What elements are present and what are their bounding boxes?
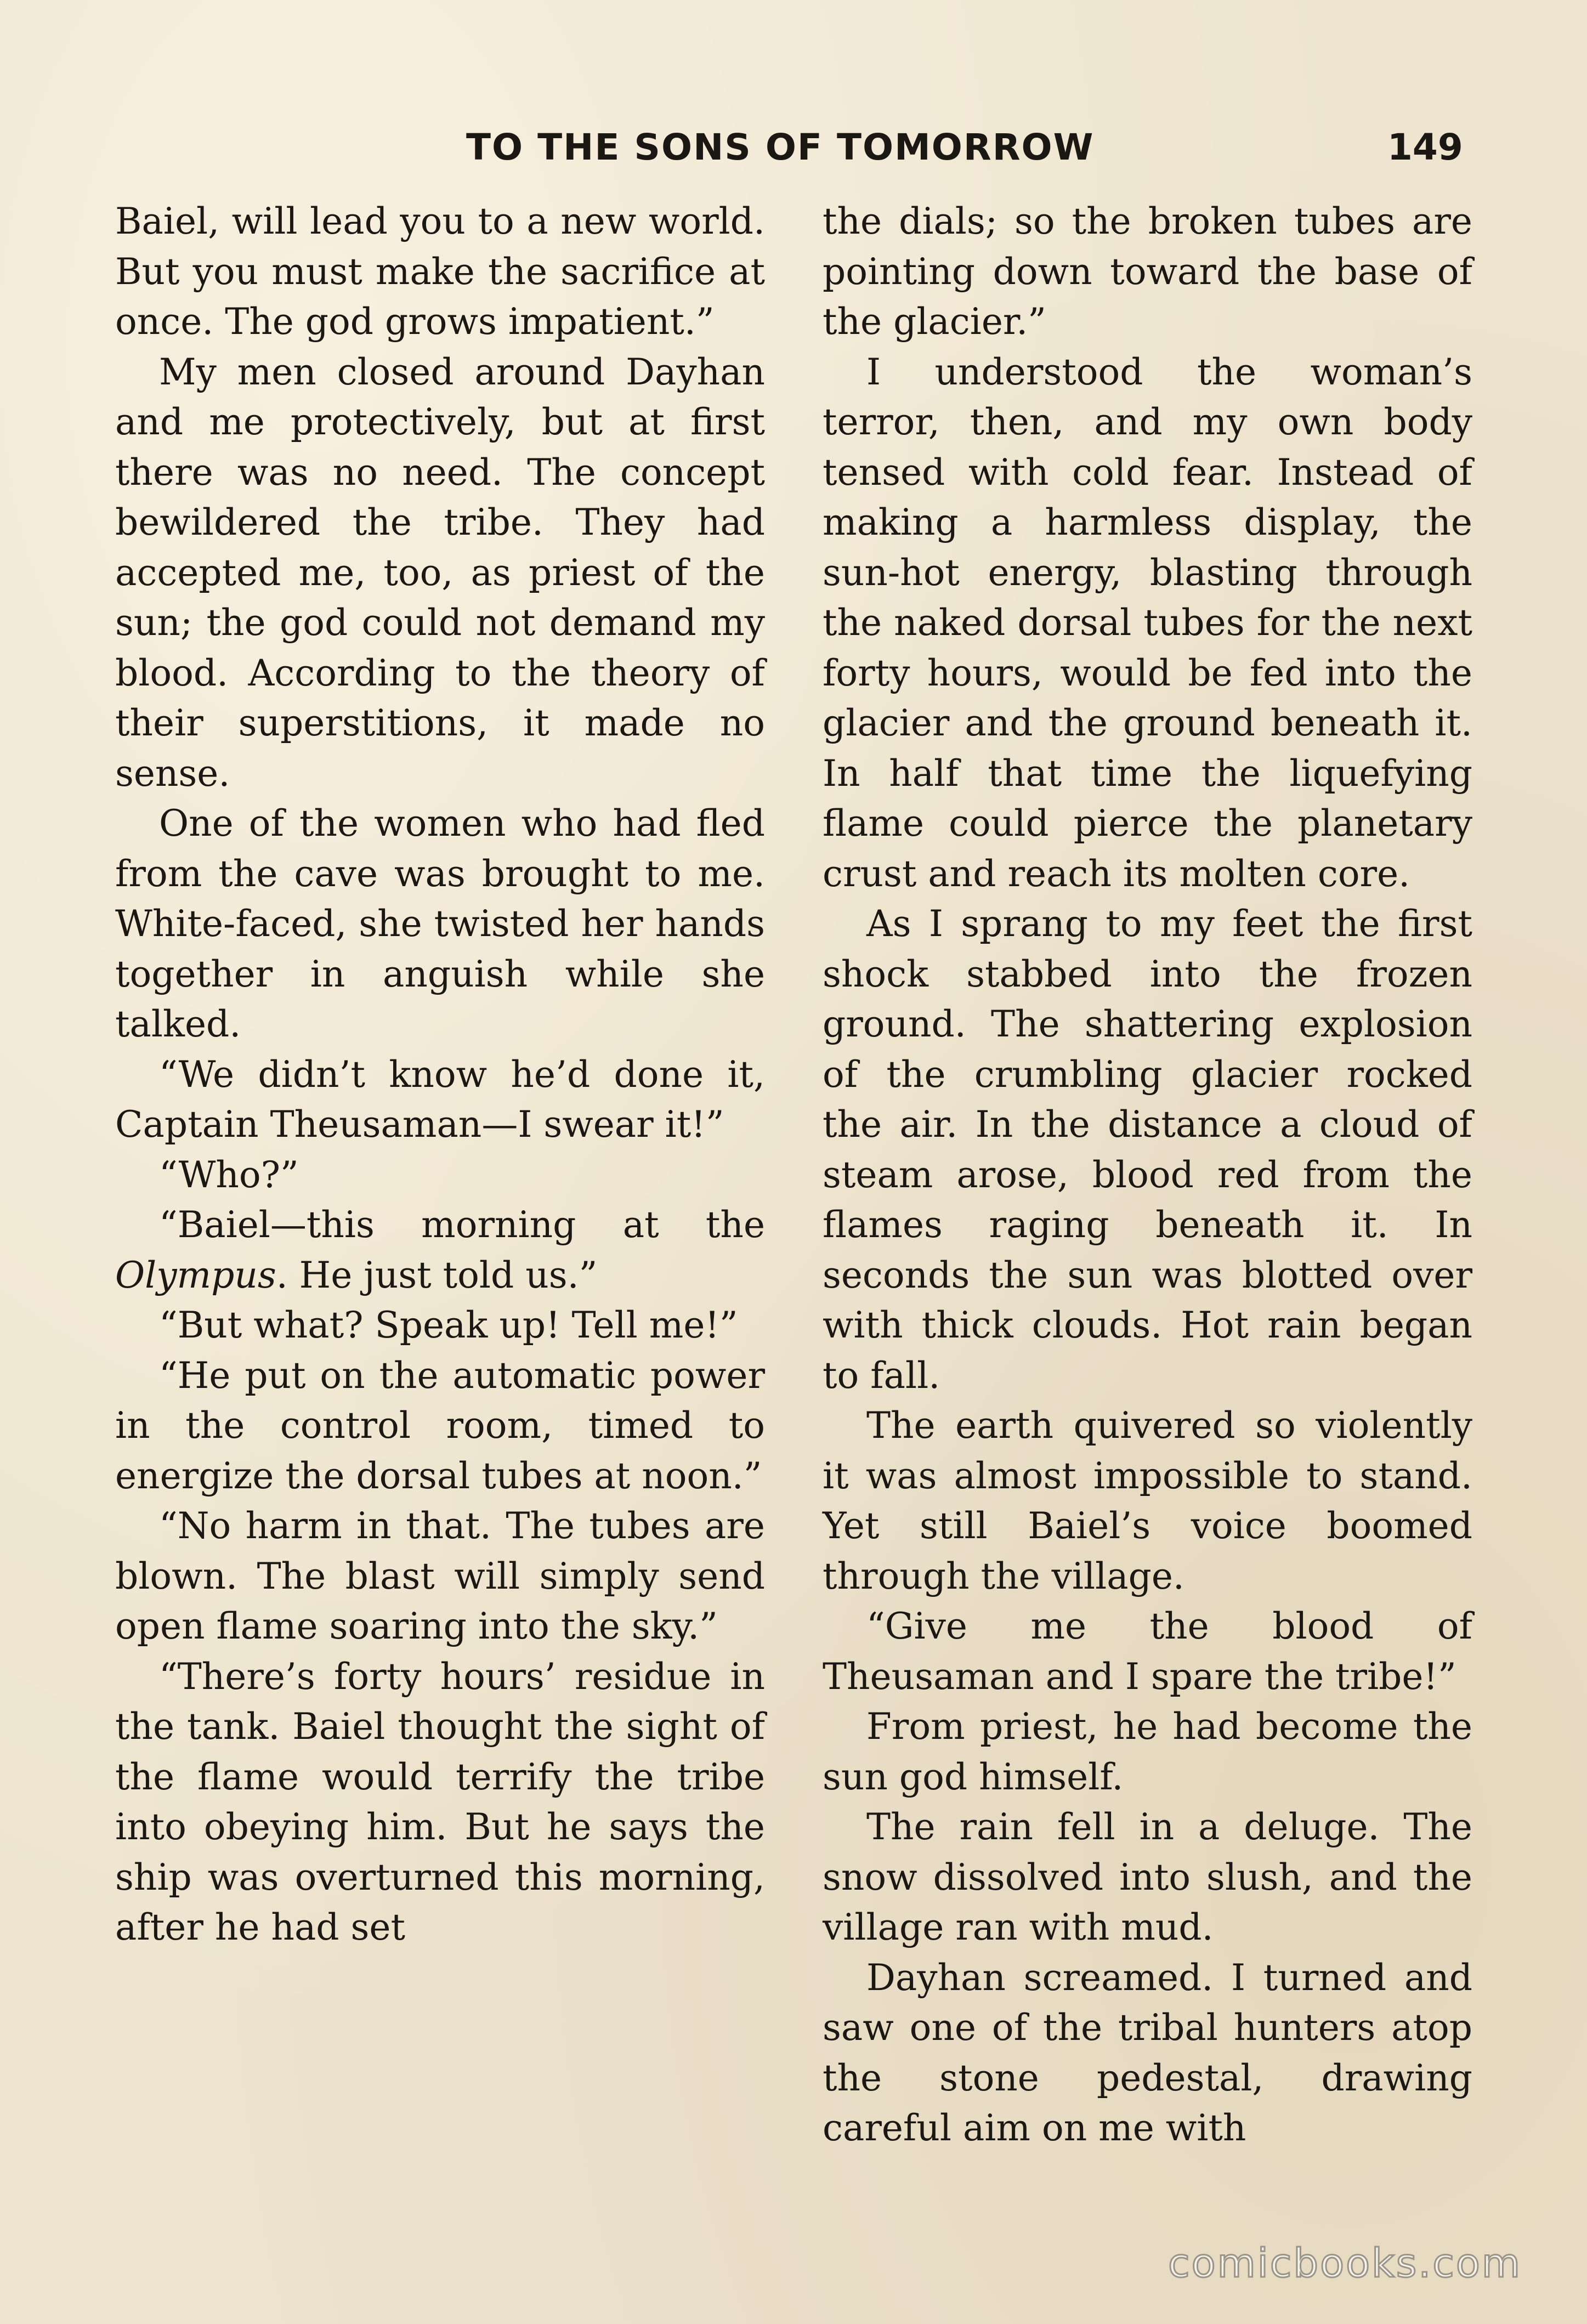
paragraph: “We didn’t know he’d done it, Captain Theusaman—I swear it!” <box>115 1053 765 1146</box>
paragraph: “But what? Speak up! Tell me!” <box>159 1304 738 1346</box>
watermark: comicbooks.com <box>1168 2240 1522 2286</box>
paragraph: Dayhan screamed. I turned and saw one of the tribal hunters atop the stone pedestal, drawing careful aim on me with <box>823 1956 1472 2149</box>
paragraph: The earth quivered so violently it was almost impossible to stand. Yet still Baiel’s voice boomed through the village. <box>823 1404 1472 1597</box>
paragraph: “Give me the blood of Theusaman and I spare the tribe!” <box>823 1605 1472 1698</box>
paragraph-text: . He just told us.” <box>276 1254 598 1296</box>
paragraph: “He put on the automatic power in the control room, timed to energize the dorsal tubes at noon.” <box>115 1354 765 1497</box>
paragraph: “Who?” <box>159 1153 299 1196</box>
right-column <box>823 196 1472 2153</box>
paragraph: One of the women who had fled from the cave was brought to me. White-faced, she twisted her hands together in anguish while she talked. <box>115 802 765 1045</box>
running-title: TO THE SONS OF TOMORROW <box>466 126 1095 168</box>
paragraph: As I sprang to my feet the first shock stabbed into the frozen ground. The shattering explosion of the crumbling glacier rocked the air. In the distance a cloud of steam arose, blood red from the flames raging beneath it. In seconds the sun was blotted over with thick clouds. Hot rain began to fall. <box>823 903 1472 1397</box>
paragraph-text: “Baiel—this morning at the <box>159 1204 765 1246</box>
paragraph: I understood the woman’s terror, then, and my own body tensed with cold fear. Instead of making a harmless display, the sun-hot energy, blasting through the naked dorsal tubes for the next forty hours, would be fed into the glacier and the ground beneath it. In half that time the liquefying flame could pierce the planetary crust and reach its molten core. <box>823 350 1472 895</box>
page-header <box>0 120 1587 185</box>
paragraph: the dials; so the broken tubes are pointing down toward the base of the glacier.” <box>823 200 1472 343</box>
paragraph: My men closed around Dayhan and me protectively, but at first there was no need. The concept bewildered the tribe. They had accepted me, too, as priest of the sun; the god could not demand my blood. According to the theory of their superstitions, it made no sense. <box>115 350 765 795</box>
left-column <box>115 196 765 1953</box>
paragraph: “No harm in that. The tubes are blown. The blast will simply send open flame soaring into the sky.” <box>115 1505 765 1647</box>
paragraph: From priest, he had become the sun god himself. <box>823 1705 1472 1798</box>
ship-name: Olympus <box>115 1254 276 1296</box>
page-number: 149 <box>1387 126 1463 168</box>
paragraph <box>115 1200 765 1300</box>
paragraph: Baiel, will lead you to a new world. But you must make the sacrifice at once. The god grows impatient.” <box>115 200 765 343</box>
paragraph: The rain fell in a deluge. The snow dissolved into slush, and the village ran with mud. <box>823 1806 1472 1948</box>
paragraph: “There’s forty hours’ residue in the tank. Baiel thought the sight of the flame would terrify the tribe into obeying him. But he says the ship was overturned this morning, after he had set <box>115 1655 765 1948</box>
